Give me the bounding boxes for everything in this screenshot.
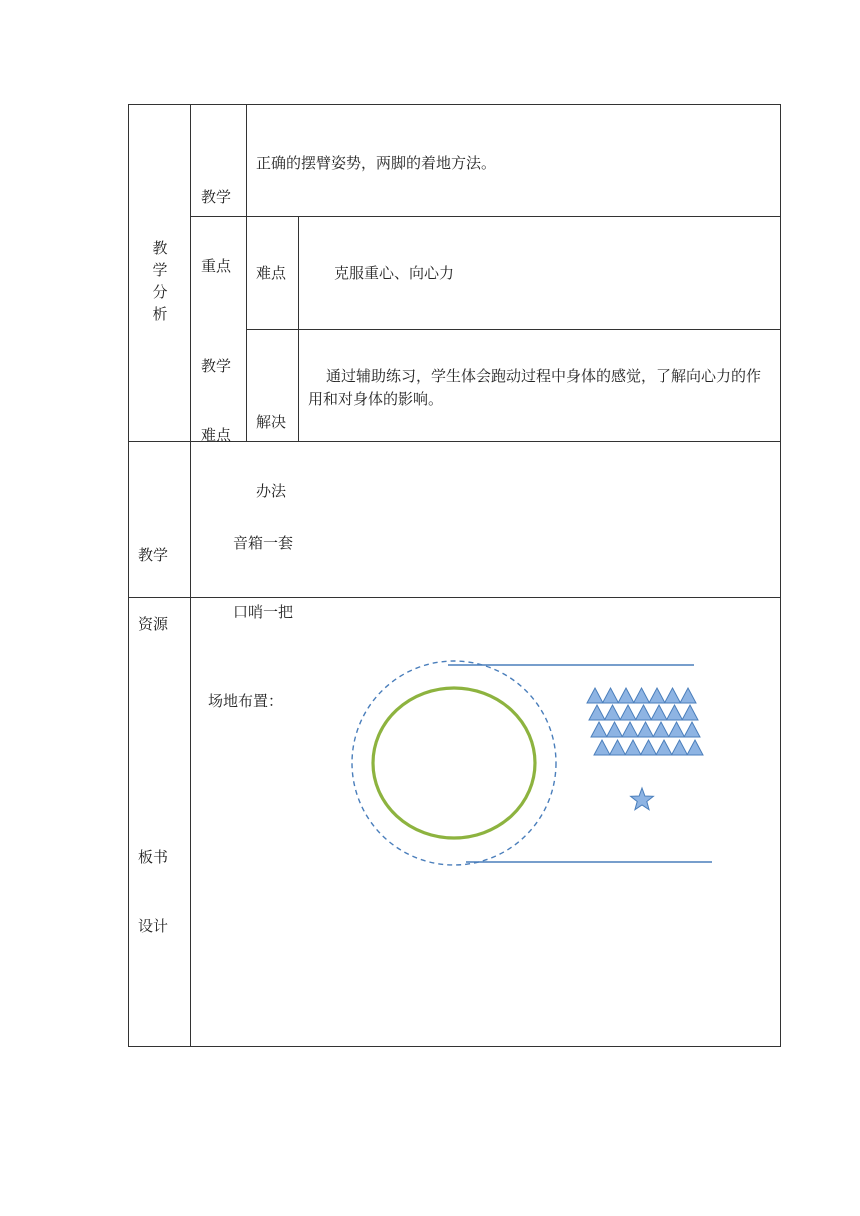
outer-track-circle: [352, 661, 556, 865]
difficulty-content: 克服重心、向心力: [334, 264, 455, 282]
triangle-icon: [687, 740, 703, 755]
difficulties-label-line2: 难点: [201, 426, 232, 444]
triangle-icon: [620, 705, 636, 720]
triangle-icon: [625, 740, 641, 755]
triangle-icon: [603, 688, 619, 703]
triangle-icon: [672, 740, 688, 755]
resources-label-line2: 资源: [138, 615, 169, 633]
difficulties-label-line1: 教学: [201, 357, 232, 375]
triangle-icon: [591, 722, 607, 737]
triangle-icon: [610, 740, 626, 755]
field-layout-label: 场地布置：: [208, 692, 284, 710]
triangle-icon: [651, 705, 667, 720]
triangle-icon: [634, 688, 650, 703]
triangle-icon: [589, 705, 605, 720]
triangle-icon: [622, 722, 638, 737]
triangle-icon: [684, 722, 700, 737]
triangle-icon: [618, 688, 634, 703]
triangle-icon: [636, 705, 652, 720]
triangle-icon: [587, 688, 603, 703]
resource-item: 音箱一套: [233, 534, 294, 552]
triangle-icon: [682, 705, 698, 720]
triangle-icon: [641, 740, 657, 755]
solution-label-line1: 解决: [256, 413, 287, 431]
triangle-icon: [594, 740, 610, 755]
triangle-icon: [669, 722, 685, 737]
difficulty-label: 难点: [256, 264, 287, 282]
resources-label-line1: 教学: [138, 546, 169, 564]
triangle-icon: [605, 705, 621, 720]
solution-content: 通过辅助练习，学生体会跑动过程中身体的感觉，了解向心力的作用和对身体的影响。: [308, 367, 762, 408]
key-points-label-line2: 重点: [201, 257, 232, 275]
triangle-icon: [665, 688, 681, 703]
star-icon: [631, 788, 654, 810]
inner-track-circle: [373, 688, 535, 838]
triangle-icon: [653, 722, 669, 737]
analysis-label: 教学分析: [152, 239, 168, 323]
resource-item: 口哨一把: [233, 603, 294, 621]
triangle-icon: [649, 688, 665, 703]
triangle-icon: [667, 705, 683, 720]
board-design-label-line1: 板书: [138, 848, 169, 866]
triangle-icon: [656, 740, 672, 755]
student-formation: [587, 688, 703, 755]
board-design-label-line2: 设计: [138, 917, 169, 935]
triangle-icon: [607, 722, 623, 737]
key-points-content: 正确的摆臂姿势，两脚的着地方法。: [256, 154, 497, 172]
solution-label-line2: 办法: [256, 482, 287, 500]
triangle-icon: [638, 722, 654, 737]
triangle-icon: [680, 688, 696, 703]
key-points-label-line1: 教学: [201, 188, 232, 206]
